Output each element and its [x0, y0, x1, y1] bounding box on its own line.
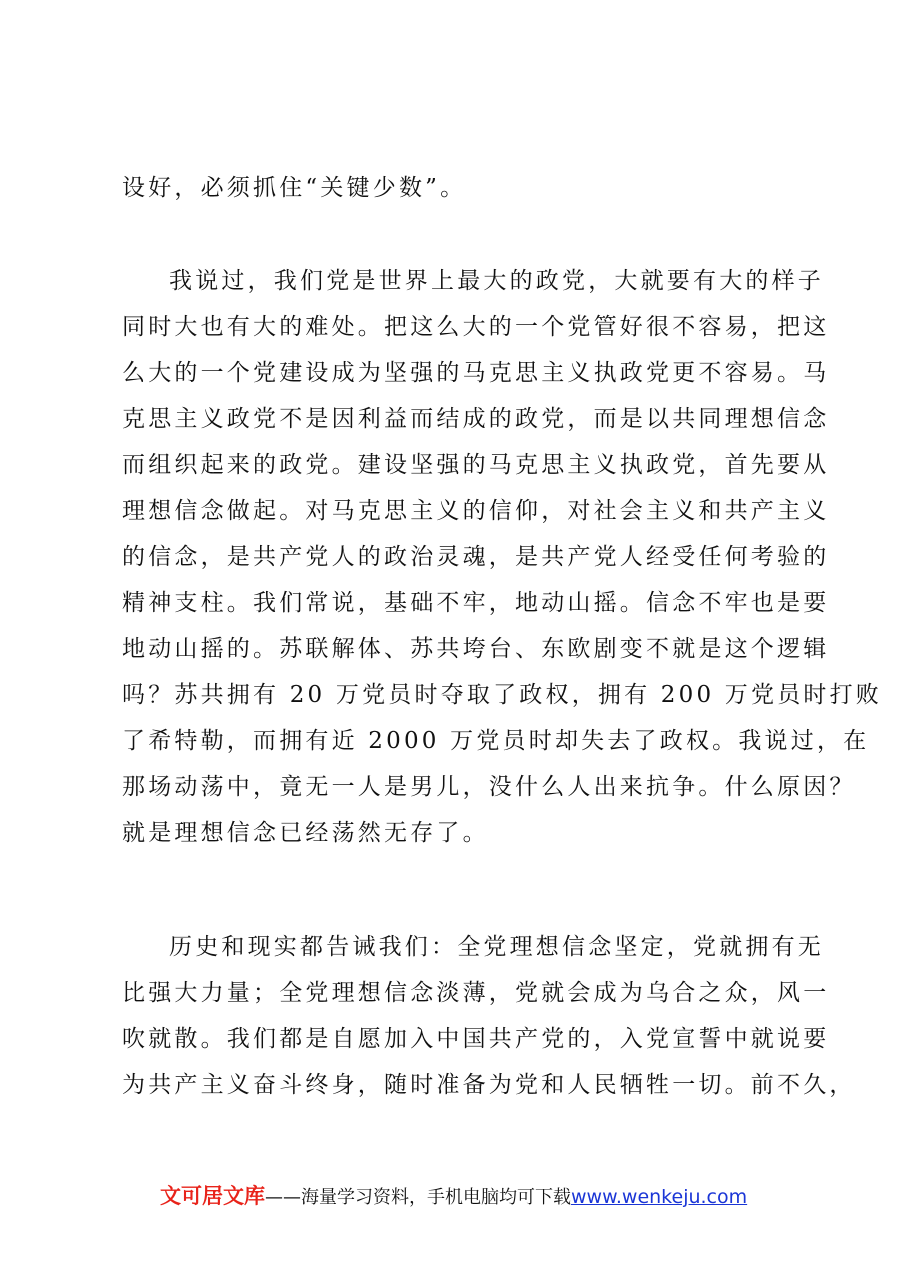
- text-line: 同时大也有大的难处。把这么大的一个党管好很不容易，把这: [122, 314, 830, 340]
- text-line: 么大的一个党建设成为坚强的马克思主义执政党更不容易。马: [122, 360, 830, 386]
- text-line: 我说过，我们党是世界上最大的政党，大就要有大的样子: [169, 268, 824, 294]
- text-line: 理想信念做起。对马克思主义的信仰，对社会主义和共产主义: [122, 498, 830, 524]
- text-line: 地动山摇的。苏联解体、苏共垮台、东欧剧变不就是这个逻辑: [122, 636, 830, 662]
- text-line: 比强大力量；全党理想信念淡薄，党就会成为乌合之众，风一: [122, 980, 830, 1006]
- text-line: 克思主义政党不是因利益而结成的政党，而是以共同理想信念: [122, 406, 830, 432]
- footer-tagline: ——海量学习资料，手机电脑均可下载: [265, 1187, 571, 1208]
- text-line: 吗？苏共拥有 20 万党员时夺取了政权，拥有 200 万党员时打败: [122, 682, 883, 708]
- website-link[interactable]: www.wenkeju.com: [571, 1186, 748, 1208]
- text-line: 精神支柱。我们常说，基础不牢，地动山摇。信念不牢也是要: [122, 590, 830, 616]
- text-line: 而组织起来的政党。建设坚强的马克思主义执政党，首先要从: [122, 452, 830, 478]
- text-line: 了希特勒，而拥有近 2000 万党员时却失去了政权。我说过，在: [122, 728, 870, 754]
- text-line: 就是理想信念已经荡然无存了。: [122, 820, 489, 846]
- text-line: 的信念，是共产党人的政治灵魂，是共产党人经受任何考验的: [122, 544, 830, 570]
- text-line: 为共产主义奋斗终身，随时准备为党和人民牺牲一切。前不久，: [122, 1072, 856, 1098]
- text-line: 那场动荡中，竟无一人是男儿，没什么人出来抗争。什么原因？: [122, 774, 856, 800]
- text-line: 设好，必须抓住“关键少数”。: [122, 175, 467, 201]
- text-line: 吹就散。我们都是自愿加入中国共产党的，入党宣誓中就说要: [122, 1026, 830, 1052]
- brand-name: 文可居文库: [160, 1184, 265, 1208]
- text-line: 历史和现实都告诫我们：全党理想信念坚定，党就拥有无: [169, 934, 824, 960]
- footer-banner: [160, 1180, 800, 1212]
